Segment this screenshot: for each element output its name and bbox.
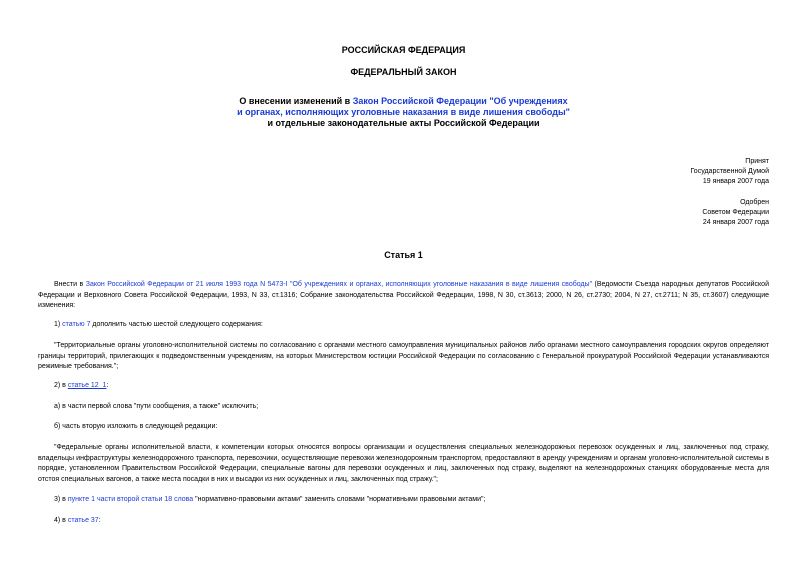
adoption-block [690,157,769,187]
item-2-link[interactable]: статье 12_1 [67,382,107,389]
item-2 [38,381,769,392]
item-3-number: 3) в [54,496,68,503]
item-1-number: 1) [54,321,63,328]
item-2-text: : [106,382,109,389]
item-2b: б) часть вторую изложить в следующей редакции: [54,423,218,430]
item-4-link[interactable]: статье 37 [67,517,99,524]
quote-1: "Территориальные органы уголовно-исполнительной системы по согласованию с органами местного самоуправления муниципальных районов либо органами местного самоуправления городских округов определяют границы территорий, прилегающих к подведомственным учреждениям, на которых Министерством юстиции Российской Федерации по согласованию с Генеральной прокуратурой Российской Федерации устанавливаются режимные требования."; [38,342,769,370]
item-2a: а) в части первой слова "пути сообщения, а также" исключить; [54,403,259,410]
accepted-by: Государственной Думой [690,168,769,175]
item-2-number: 2) в [54,382,68,389]
article-heading: Статья 1 [384,250,423,260]
law-title [0,96,807,129]
item-4-number: 4) в [54,517,68,524]
item-3 [38,495,769,506]
item-3-link-words[interactable]: слова [174,496,194,503]
accepted-date: 19 января 2007 года [702,178,769,185]
approved-by: Советом Федерации [702,209,769,216]
quote-2: "Федеральные органы исполнительной власти, к компетенции которых относятся вопросы организации и осуществления специальных железнодорожных перевозок осужденных и лиц, заключенных под стражу, владельцы инфраструктуры железнодорожного транспорта, перевозчики, осуществляющие перевозки железнодорожным транспортом, предоставляют в аренду учреждениям и органам уголовно-исполнительной системы в порядке, установленном Правительством Российской Федерации, специальные вагоны для перевозки осужденных и лиц, заключенных под стражу, выделяют на железнодорожных станциях оборудованные места для отстоя специальных вагонов, а также места посадки в них и высадки из них осужденных и лиц, заключенных под стражу."; [38,444,769,483]
title-law-link-part2[interactable]: и органах, исполняющих уголовные наказания в виде лишения свободы" [237,107,570,117]
item-4-text: : [98,517,101,524]
item-3-text: "нормативно-правовыми актами" заменить словами "нормативными правовыми актами"; [193,496,486,503]
intro-law-link[interactable]: Закон Российской Федерации от 21 июля 1993 года N 5473-I "Об учреждениях и органах, исполняющих уголовные наказания в виде лишения свободы" [85,281,593,288]
intro-after: (Ведомости Съезда народных депутатов Российской Федерации и Верховного Совета Российской Федерации, 1993, N 33, ст.1316; Собрание законодательства Российской Федерации, 1998, N 30, ст.3613; 2000, N 26, ст.2730; 2004, N 27, ст.2711; N 35, ст.3607) следующие изменения: [38,281,769,309]
item-1-link[interactable]: статью 7 [62,321,91,328]
title-suffix: и отдельные законодательные акты Российской Федерации [267,118,540,128]
approval-block [702,198,769,228]
approved-label: Одобрен [740,199,769,206]
title-prefix: О внесении изменений в [239,96,353,106]
approved-date: 24 января 2007 года [702,219,769,226]
accepted-label: Принят [745,158,769,165]
item-1 [38,320,769,331]
country-heading: РОССИЙСКАЯ ФЕДЕРАЦИЯ [341,45,466,55]
intro-before: Внести в [54,281,86,288]
title-law-link-part1[interactable]: Закон Российской Федерации "Об учреждениях [352,96,568,106]
item-4 [38,516,769,527]
article-intro [38,280,769,312]
item-3-link[interactable]: пункте 1 части второй статьи 18 [67,496,173,503]
item-1-text: дополнить частью шестой следующего содержания: [90,321,263,328]
law-type-heading: ФЕДЕРАЛЬНЫЙ ЗАКОН [350,67,457,77]
